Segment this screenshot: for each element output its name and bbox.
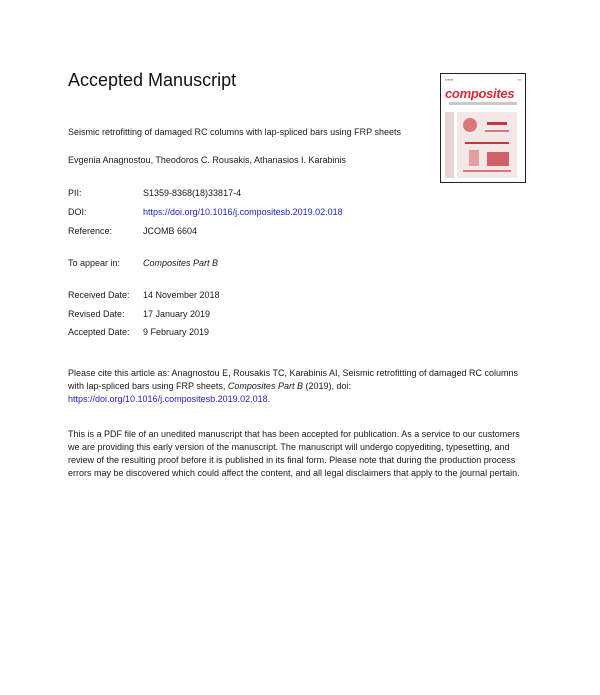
page-heading: Accepted Manuscript bbox=[68, 70, 237, 90]
doi-label: DOI: bbox=[68, 207, 87, 217]
citation-middle: (2019), doi: bbox=[302, 381, 351, 391]
citation-doi-link[interactable]: https://doi.org/10.1016/j.compositesb.2019.02.018 bbox=[68, 394, 268, 404]
appear-row bbox=[68, 258, 488, 270]
cover-subtitle-bar bbox=[449, 102, 517, 105]
received-value: 14 November 2018 bbox=[143, 290, 220, 300]
accepted-value: 9 February 2019 bbox=[143, 327, 210, 337]
cover-side-strip bbox=[445, 112, 454, 178]
cover-image-panel bbox=[457, 112, 517, 178]
revised-value: 17 January 2019 bbox=[143, 309, 211, 319]
cover-logo: composites bbox=[445, 86, 515, 101]
appear-value: Composites Part B bbox=[143, 258, 219, 268]
pii-label: PII: bbox=[68, 188, 82, 198]
pii-value: S1359-8368(18)33817-4 bbox=[143, 188, 242, 198]
pii-row bbox=[68, 188, 488, 200]
citation-prefix: Please cite this article as: Anagnostou E, Rousakis TC, Karabinis AI, Seismic retrofitting of damaged RC columns with lap-spliced bars using FRP sheets, bbox=[68, 368, 519, 391]
reference-label: Reference: bbox=[68, 226, 113, 236]
article-authors: Evgenia Anagnostou, Theodoros C. Rousakis, Athanasios I. Karabinis bbox=[68, 155, 347, 165]
citation-suffix: . bbox=[267, 394, 271, 404]
cover-header-right: ▪▪ bbox=[518, 77, 521, 82]
received-row bbox=[68, 290, 488, 302]
doi-row bbox=[68, 207, 488, 219]
citation-journal: Composites Part B bbox=[227, 381, 303, 391]
reference-value: JCOMB 6604 bbox=[143, 226, 198, 236]
appear-label: To appear in: bbox=[68, 258, 121, 268]
accepted-label: Accepted Date: bbox=[68, 327, 130, 337]
citation-paragraph bbox=[68, 367, 528, 406]
revised-row bbox=[68, 309, 488, 321]
accepted-row bbox=[68, 327, 488, 339]
cover-header-left: ▪▪▪▪▪▪ bbox=[445, 77, 454, 82]
article-title: Seismic retrofitting of damaged RC columns with lap-spliced bars using FRP sheets bbox=[68, 127, 401, 137]
received-label: Received Date: bbox=[68, 290, 130, 300]
disclaimer-paragraph: This is a PDF file of an unedited manuscript that has been accepted for publication. As a service to our customers we are providing this early version of the manuscript. The manuscript will undergo copyediting, typesetting, and review of the resulting proof before it is published in its final form. Please note that during the production process errors may be discovered which could affect the content, and all legal disclaimers that apply to the journal pertain. bbox=[68, 429, 520, 478]
revised-label: Revised Date: bbox=[68, 309, 125, 319]
reference-row bbox=[68, 226, 488, 238]
doi-link[interactable]: https://doi.org/10.1016/j.compositesb.2019.02.018 bbox=[143, 207, 343, 217]
journal-cover-thumbnail bbox=[440, 73, 526, 183]
